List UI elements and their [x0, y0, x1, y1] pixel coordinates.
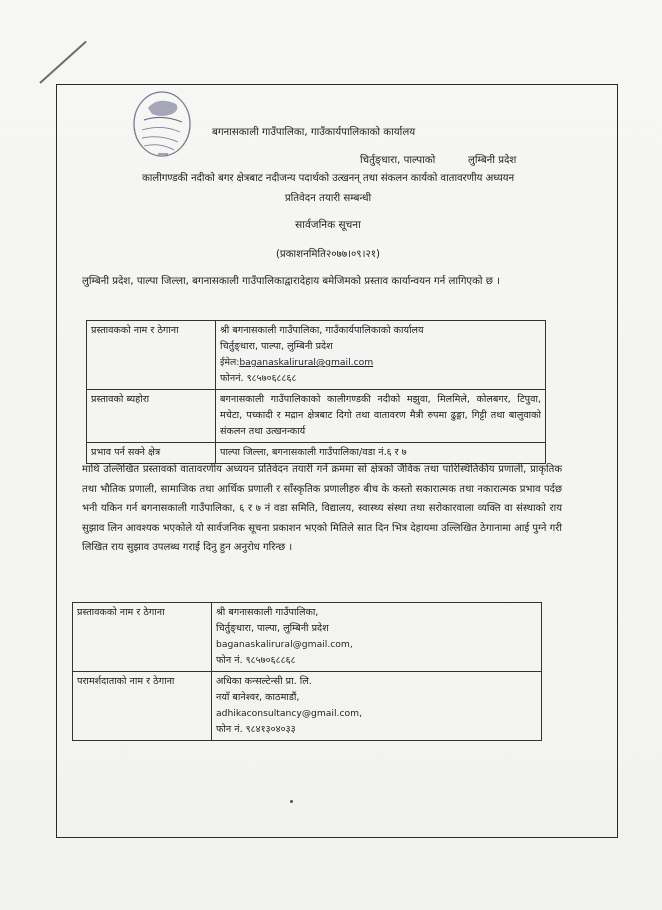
email-label: ईमेल:: [220, 357, 240, 368]
proposer-label: प्रस्तावकको नाम र ठेगाना: [87, 321, 216, 390]
contact-proposer-address: चिर्तुङ्धारा, पाल्पा, लुम्बिनी प्रदेश: [216, 623, 329, 634]
proposal-description: बगनासकाली गाउँपालिकाको कालीगण्डकी नदीको मझुवा, मिलमिले, कोलबगर, टिपुवा, मचेटा, पच्कादी र मद्रान क्षेत्रबाट दिगो तथा वातावरण मैत्री रुपमा ढुङ्गा, गिट्टी तथा बालुवाको संकलन तथा उत्खनन्कार्य: [216, 390, 546, 443]
table-row: [87, 390, 546, 443]
contact-proposer-email: baganaskalirural@gmail.com,: [216, 639, 353, 650]
request-paragraph: माथि उल्लिखित प्रस्तावको वातावरणीय अध्ययन प्रतिवेदन तयारी गर्ने क्रममा सो क्षेत्रको जैविक तथा पारिस्थितिकीय प्रणाली, प्राकृतिक तथा भौतिक प्रणाली, सामाजिक तथा आर्थिक प्रणाली र साँस्कृतिक प्रणालीहरु बीच के कस्तो सकारात्मक तथा नकारात्मक प्रभाव पर्दछ भनी यकिन गर्न बगनासकाली गाउँपालिका, ६ र ७ नं वडा समिति, विद्यालय, स्वास्थ्य संस्था तथा सरोकारवाला व्यक्ति वा संस्थाको राय सुझाव लिन आवश्यक भएकोले यो सार्वजनिक सूचना प्रकाशन भएको मितिले सात दिन भित्र देहायमा उल्लिखित ठेगानामा आई पुग्ने गरी लिखित राय सुझाव उपलब्ध गराई दिनु हुन अनुरोध गरिन्छ ।: [82, 464, 562, 554]
consultant-label: परामर्शदाताको नाम र ठेगाना: [73, 672, 212, 741]
consultant-details: [212, 672, 542, 741]
consultant-email: adhikaconsultancy@gmail.com,: [216, 708, 362, 719]
subject-line-2: प्रतिवेदन तयारी सम्बन्धी: [284, 193, 372, 204]
contact-proposer-label: प्रस्तावकको नाम र ठेगाना: [73, 603, 212, 672]
proposer-office: श्री बगनासकाली गाउँपालिका, गाउँकार्यपालिकाको कार्यालय: [220, 325, 424, 336]
proposer-details: [216, 321, 546, 390]
contact-proposer-name: श्री बगनासकाली गाउँपालिका,: [216, 607, 319, 618]
proposal-description-label: प्रस्तावको ब्यहोरा: [87, 390, 216, 443]
consultant-name: अधिका कन्सल्टेन्सी प्रा. लि.: [216, 676, 312, 687]
proposer-email: baganaskalirural@gmail.com: [239, 357, 374, 368]
impact-area: पाल्पा जिल्ला, बगनासकाली गाउँपालिका/वडा नं.६ र ७: [216, 443, 546, 464]
proposer-email-row: [220, 355, 541, 371]
publication-date: (प्रकाशनमिति२०७७।०९।२१): [275, 249, 381, 260]
subject-line-1: कालीगण्डकी नदीको बगर क्षेत्रबाट नदीजन्य पदार्थको उत्खनन् तथा संकलन कार्यको वातावरणीय अध्ययन: [141, 173, 515, 184]
proposer-phone: फोननं. ९८५७०६८८६८: [220, 373, 297, 384]
proposal-table: [86, 320, 546, 464]
table-row: [73, 672, 542, 741]
impact-area-label: प्रभाव पर्न सक्ने क्षेत्र: [87, 443, 216, 464]
official-seal-icon: [128, 84, 198, 162]
table-row: [73, 603, 542, 672]
notice-title: सार्वजनिक सूचना: [295, 219, 361, 231]
proposer-address: चिर्तुङ्धारा, पाल्पा, लुम्बिनी प्रदेश: [220, 341, 333, 352]
intro-paragraph: लुम्बिनी प्रदेश, पाल्पा जिल्ला, बगनासकाली गाउँपालिकाद्वारादेहाय बमेजिमको प्रस्ताव कार्यान्वयन गर्न लागिएको छ ।: [82, 276, 501, 287]
province-name: लुम्बिनी प्रदेश: [468, 155, 517, 166]
consultant-address: नयाँ बानेश्वर, काठमाडौं,: [216, 692, 300, 703]
office-location: चिर्तुङ्धारा, पाल्पाको: [360, 155, 436, 166]
scan-speck: [290, 800, 293, 803]
office-name: बगनासकाली गाउँपालिका, गाउँकार्यपालिकाको कार्यालय: [212, 127, 416, 138]
contact-proposer-details: [212, 603, 542, 672]
contact-proposer-phone: फोन नं. ९८५७०६८८६८: [216, 655, 296, 666]
fold-line: [39, 41, 86, 84]
table-row: [87, 321, 546, 390]
contact-table: [72, 602, 542, 741]
consultant-phone: फोन नं. ९८४१३०४०३३: [216, 724, 296, 735]
